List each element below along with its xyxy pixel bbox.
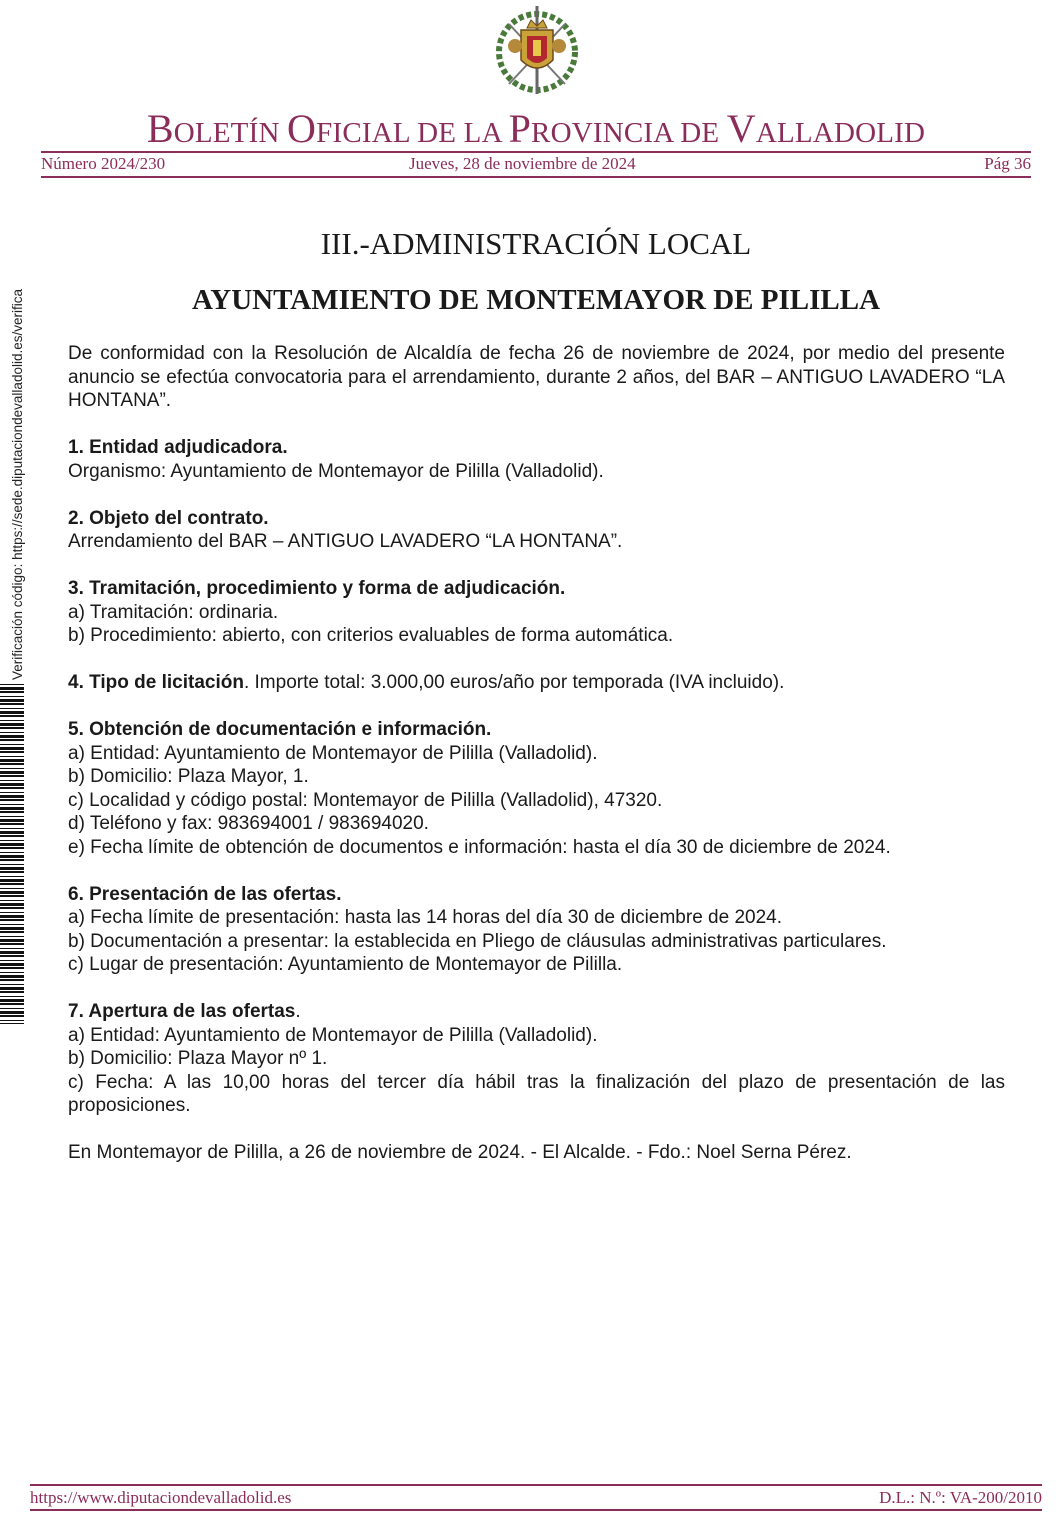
intro-paragraph: De conformidad con la Resolución de Alcaldía de fecha 26 de noviembre de 2024, por medio del presente anuncio se efectúa convocatoria para el arrendamiento, durante 2 años, del BAR – ANTIGUO LAVADERO “LA HONTANA”. <box>68 343 1005 411</box>
section-heading: 6. Presentación de las ofertas. <box>68 883 342 905</box>
issue-number: Número 2024/230 <box>41 154 166 173</box>
section-title: III.-ADMINISTRACIÓN LOCAL <box>320 226 752 261</box>
section-line: a) Fecha límite de presentación: hasta las 14 horas del día 30 de diciembre de 2024. <box>68 907 782 928</box>
section-line: e) Fecha límite de obtención de documentos e información: hasta el día 30 de diciembre de 2024. <box>68 836 891 858</box>
section-3 <box>68 577 1005 648</box>
section-7 <box>68 1000 1005 1118</box>
section-line: c) Localidad y código postal: Montemayor de Pililla (Valladolid), 47320. <box>68 789 663 811</box>
section-2 <box>68 507 1005 554</box>
page-number: Pág 36 <box>984 154 1031 173</box>
section-line: a) Entidad: Ayuntamiento de Montemayor de Pililla (Valladolid). <box>68 742 598 764</box>
section-4 <box>68 671 1005 695</box>
section-6 <box>68 883 1005 977</box>
section-heading: 5. Obtención de documentación e información. <box>68 719 492 740</box>
section-line: b) Documentación a presentar: la establecida en Pliego de cláusulas administrativas particulares. <box>68 930 887 952</box>
section-line: b) Domicilio: Plaza Mayor, 1. <box>68 766 309 787</box>
closing-signature: En Montemayor de Pililla, a 26 de noviembre de 2024. - El Alcalde. - Fdo.: Noel Serna Pérez. <box>68 1142 852 1163</box>
footer-url[interactable]: https://www.diputaciondevalladolid.es <box>30 1488 292 1507</box>
section-line: c) Fecha: A las 10,00 horas del tercer día hábil tras la finalización del plazo de presentación de las proposiciones. <box>68 1071 1005 1116</box>
section-heading: 4. Tipo de licitación <box>68 672 244 693</box>
section-line: a) Entidad: Ayuntamiento de Montemayor de Pililla (Valladolid). <box>68 1024 598 1046</box>
footer-rule-top <box>30 1484 1042 1486</box>
barcode-icon <box>0 684 24 1024</box>
section-1 <box>68 436 1005 483</box>
section-heading-tail: . Importe total: 3.000,00 euros/año por temporada (IVA incluido). <box>243 672 785 693</box>
entity-title: AYUNTAMIENTO DE MONTEMAYOR DE PILILLA <box>191 284 881 316</box>
section-line: b) Procedimiento: abierto, con criterios evaluables de forma automática. <box>68 625 674 646</box>
coat-of-arms-icon <box>489 4 585 96</box>
section-heading-tail: . <box>295 1001 301 1022</box>
section-line: a) Tramitación: ordinaria. <box>68 601 279 623</box>
section-heading: 7. Apertura de las ofertas <box>68 1001 296 1022</box>
verification-code-text: Verificación código: https://sede.diputaciondevalladolid.es/verifica <box>10 289 25 680</box>
section-line: Organismo: Ayuntamiento de Montemayor de Pililla (Valladolid). <box>68 460 604 482</box>
section-heading: 1. Entidad adjudicadora. <box>68 437 288 458</box>
masthead-title: BOLETÍN OFICIAL DE LA PROVINCIA DE VALLADOLID <box>146 106 926 151</box>
announcement-body <box>68 342 1005 1165</box>
section-line: b) Domicilio: Plaza Mayor nº 1. <box>68 1048 328 1069</box>
section-5 <box>68 718 1005 859</box>
header-rule-bottom <box>41 176 1031 178</box>
footer-rule-bottom <box>30 1509 1042 1511</box>
section-line: c) Lugar de presentación: Ayuntamiento de Montemayor de Pililla. <box>68 954 623 975</box>
issue-date: Jueves, 28 de noviembre de 2024 <box>409 154 636 173</box>
section-heading: 2. Objeto del contrato. <box>68 507 269 529</box>
section-heading: 3. Tramitación, procedimiento y forma de adjudicación. <box>68 578 566 599</box>
header-rule-top <box>41 151 1031 153</box>
footer-legal-deposit: D.L.: N.º: VA-200/2010 <box>879 1488 1042 1507</box>
section-line: d) Teléfono y fax: 983694001 / 983694020. <box>68 813 429 834</box>
section-line: Arrendamiento del BAR – ANTIGUO LAVADERO “LA HONTANA”. <box>68 531 623 552</box>
